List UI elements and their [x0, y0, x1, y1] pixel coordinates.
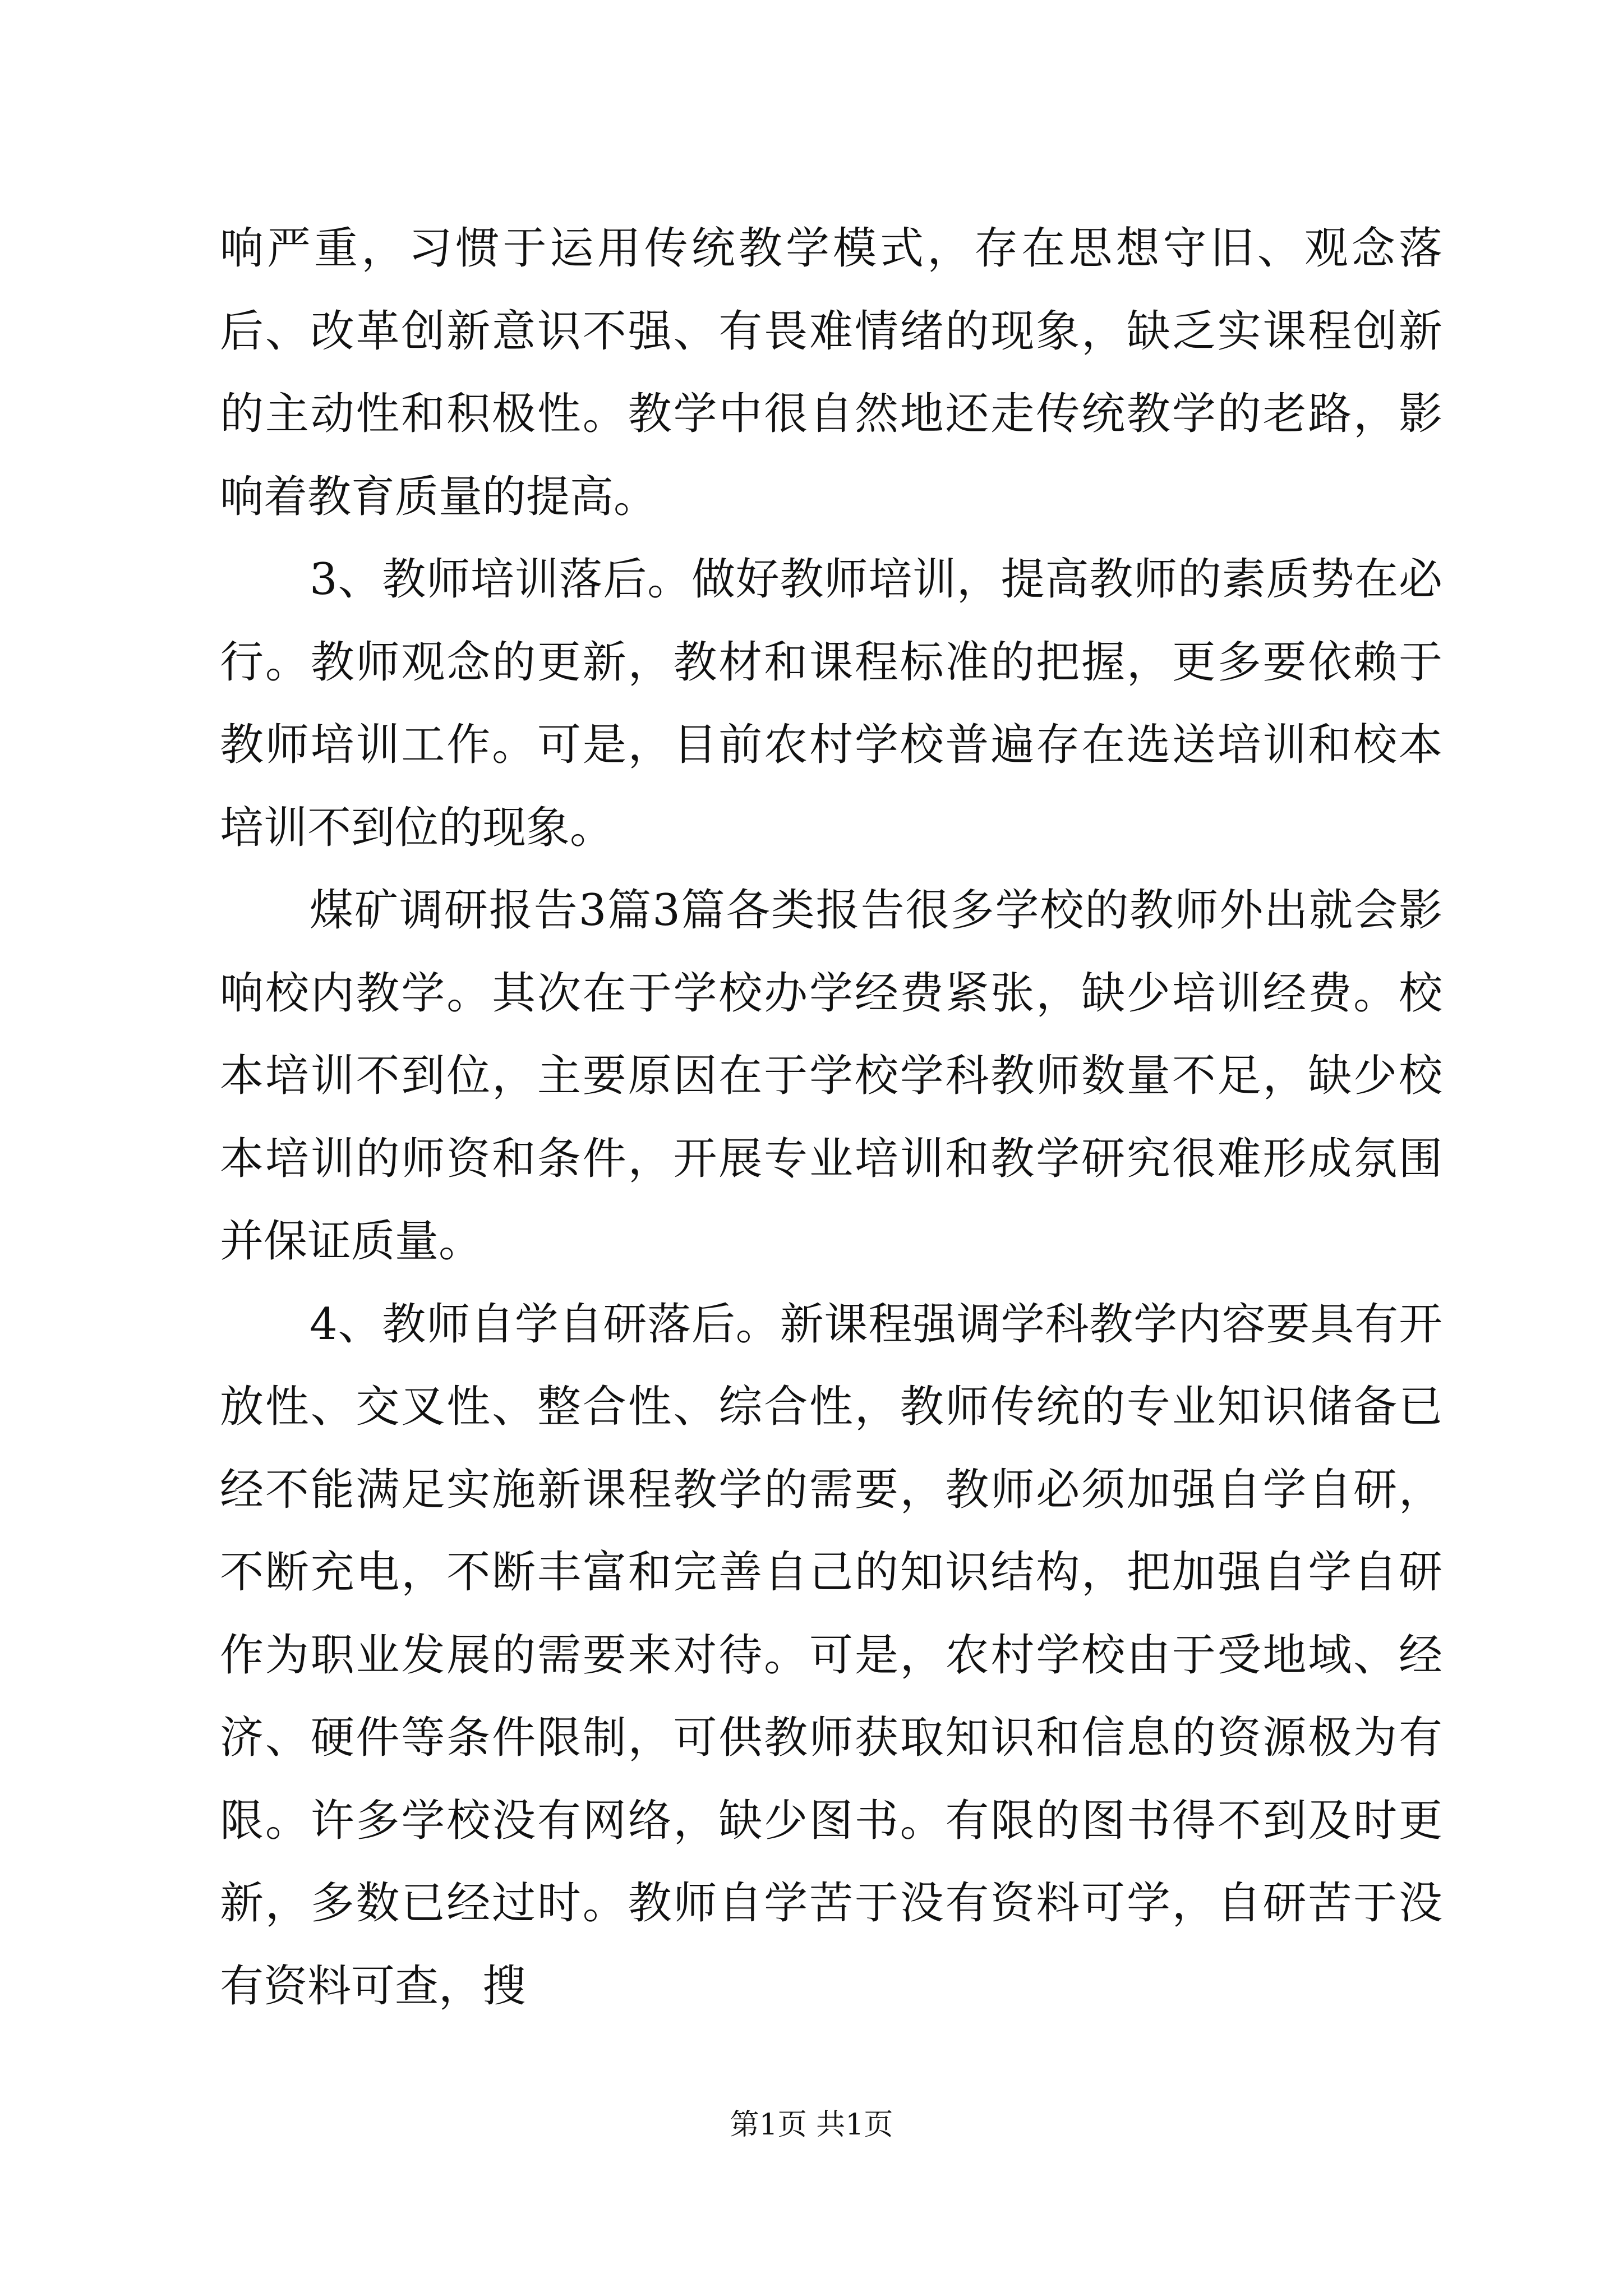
paragraph-2: 3、教师培训落后。做好教师培训，提高教师的素质势在必行。教师观念的更新，教材和课程标准的把握，更多要依赖于教师培训工作。可是，目前农村学校普遍存在选送培训和校本培训不到位的现象。: [220, 554, 1442, 853]
document-body: [220, 208, 1442, 2028]
paragraph-3: 煤矿调研报告3篇3篇各类报告很多学校的教师外出就会影响校内教学。其次在于学校办学经费紧张，缺少培训经费。校本培训不到位，主要原因在于学校学科教师数量不足，缺少校本培训的师资和条件，开展专业培训和教学研究很难形成氛围并保证质量。: [220, 885, 1442, 1267]
page-footer: 第1页 共1页: [730, 2108, 893, 2142]
paragraph-1: 响严重，习惯于运用传统教学模式，存在思想守旧、观念落后、改革创新意识不强、有畏难情绪的现象，缺乏实课程创新的主动性和积极性。教学中很自然地还走传统教学的老路，影响着教育质量的提高。: [220, 223, 1442, 522]
paragraph-4: 4、教师自学自研落后。新课程强调学科教学内容要具有开放性、交叉性、整合性、综合性，教师传统的专业知识储备已经不能满足实施新课程教学的需要，教师必须加强自学自研，不断充电，不断丰富和完善自己的知识结构，把加强自学自研作为职业发展的需要来对待。可是，农村学校由于受地域、经济、硬件等条件限制，可供教师获取知识和信息的资源极为有限。许多学校没有网络，缺少图书。有限的图书得不到及时更新，多数已经过时。教师自学苦于没有资料可学，自研苦于没有资料可查，搜: [220, 1299, 1442, 2012]
